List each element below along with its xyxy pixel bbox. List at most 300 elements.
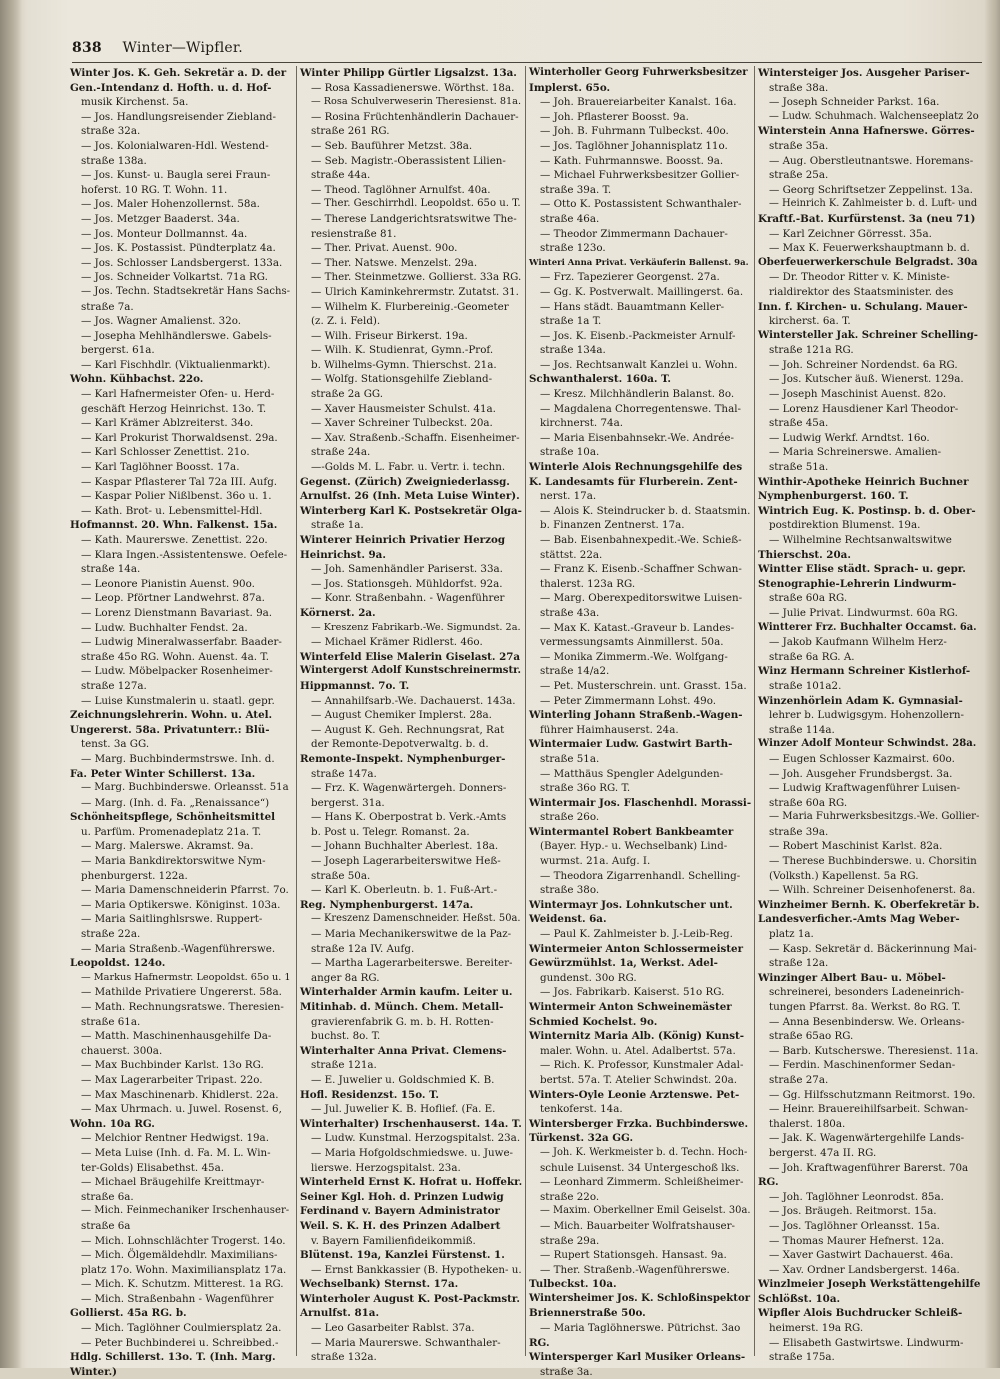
directory-line: — Joh. Taglöhner Leonrodst. 85a.	[769, 1190, 944, 1203]
directory-line: thalerst. 123a RG.	[540, 577, 636, 590]
directory-line: Mitinhab. d. Münch. Chem. Metall-	[300, 1001, 504, 1013]
directory-line: — Paul K. Zahlmeister b. J.-Leib-Reg.	[540, 928, 733, 941]
directory-line: Wechselbank) Sternst. 17a.	[300, 1278, 459, 1291]
directory-line: — Joh. Ausgeher Frundsbergst. 3a.	[769, 767, 953, 780]
directory-line: — Kaspar Pflasterer Tal 72a III. Aufg.	[81, 475, 278, 488]
directory-line: — Max Maschinenarb. Khidlerst. 22a.	[81, 1088, 279, 1101]
directory-line: — Jos. Bräugeh. Reitmorst. 15a.	[769, 1205, 937, 1218]
directory-line: — Robert Maschinist Karlst. 82a.	[769, 840, 943, 853]
directory-line: — Kreszenz Damenschneider. Heßst. 50a.	[311, 913, 521, 925]
directory-line: — Kath. Brot- u. Lebensmittel-Hdl.	[81, 504, 263, 517]
directory-line: — Rich. K. Professor, Kunstmaler Adal-	[540, 1059, 744, 1072]
directory-line: RG.	[529, 1336, 550, 1349]
directory-line: — Kath. Fuhrmannswe. Boosst. 9a.	[540, 154, 724, 167]
directory-line: — Anna Besenbindersw. We. Orleans-	[769, 1015, 965, 1028]
directory-line: — Kaspar Polier Nißlbenst. 36o u. 1.	[81, 490, 272, 503]
directory-line: Wintrich Eug. K. Postinsp. b. d. Ober-	[758, 504, 976, 517]
directory-line: — Karl Zeichner Görresst. 35a.	[769, 227, 932, 240]
directory-line: straße 61a.	[81, 1015, 141, 1028]
directory-line: — Ulrich Kaminkehrermstr. Zutatst. 31.	[311, 285, 519, 298]
directory-line: — Maria Schreinerswe. Amalien-	[769, 446, 942, 459]
directory-line: — Martha Lagerarbeiterswe. Bereiter-	[311, 957, 513, 970]
directory-line: straße 132a.	[311, 1351, 377, 1364]
directory-line: rialdirektor des Staatsminister. des	[769, 285, 954, 298]
directory-line: — Ludw. Buchhalter Fendst. 2a.	[81, 621, 248, 634]
directory-line: — Joseph Lagerarbeiterswitwe Heß-	[311, 855, 501, 868]
directory-line: chauerst. 300a.	[81, 1044, 163, 1057]
directory-line: — Maxim. Oberkellner Emil Geiselst. 30a.	[540, 1205, 751, 1217]
directory-line: Arnulfst. 26 (Inh. Meta Luise Winter).	[300, 490, 520, 503]
directory-line: Winternitz Maria Alb. (König) Kunst-	[529, 1030, 745, 1043]
directory-line: Winterhalter) Irschenhauserst. 14a. T.	[300, 1117, 522, 1130]
directory-line: — Theodor Zimmermann Dachauer-	[540, 227, 728, 240]
directory-line: Wipfler Alois Buchdrucker Schleiß-	[758, 1307, 963, 1320]
directory-line: — Max K. Katast.-Graveur b. Landes-	[540, 621, 735, 634]
directory-line: u. Parfüm. Promenadeplatz 21a. T.	[81, 825, 262, 838]
directory-line: Winterholler Georg Fuhrwerksbesitzer	[529, 67, 748, 78]
directory-line: — Jos. Metzger Baaderst. 34a.	[81, 212, 240, 225]
directory-line: — Julie Privat. Lindwurmst. 60a RG.	[769, 606, 958, 619]
directory-line: tungen Pfarrst. 8a. Werkst. 8o RG. T.	[769, 1001, 961, 1013]
directory-line: Weil. S. K. H. des Prinzen Adalbert	[300, 1219, 501, 1232]
directory-line: Thierschst. 20a.	[758, 548, 851, 561]
directory-line: — Therese Landgerichtsratswitwe The-	[311, 212, 517, 225]
directory-line: Arnulfst. 81a.	[300, 1307, 380, 1320]
directory-line: — Ther. Steinmetzwe. Gollierst. 33a RG.	[311, 271, 522, 284]
directory-line: Gen.-Intendanz d. Hofth. u. d. Hof-	[70, 81, 272, 94]
directory-line: — Thomas Maurer Hefnerst. 12a.	[769, 1234, 945, 1247]
directory-line: Türkenst. 32a GG.	[529, 1132, 634, 1145]
directory-line: Wintergerst Adolf Kunstschreinermstr.	[300, 665, 522, 677]
directory-line: schreinerei, besonders Ladeneinrich-	[769, 986, 964, 999]
directory-line: — Melchior Rentner Hedwigst. 19a.	[81, 1132, 269, 1145]
directory-line: — Jos. Taglöhner Johannisplatz 11o.	[540, 139, 728, 152]
page-edge-shadow	[984, 0, 1000, 1368]
directory-line: — Ther. Geschirrhdl. Leopoldst. 65o u. T.	[311, 198, 521, 210]
directory-line: Leopoldst. 124o.	[70, 957, 166, 970]
directory-line: straße 51a.	[540, 752, 600, 765]
directory-line: Schönheitspflege, Schönheitsmittel	[70, 811, 276, 824]
directory-line: straße 1a.	[311, 519, 364, 532]
directory-line: bergerst. 31a.	[311, 796, 385, 809]
directory-line: — Magdalena Chorregentenswe. Thal-	[540, 402, 741, 415]
directory-line: straße 6a	[81, 1219, 131, 1232]
directory-line: straße 3a.	[540, 1365, 593, 1378]
directory-line: — Markus Hafnermstr. Leopoldst. 65o u. 1	[81, 971, 291, 983]
directory-line: — Leo Gasarbeiter Rablst. 37a.	[311, 1322, 475, 1335]
directory-line: Wintermeir Anton Schweinemäster	[529, 1001, 732, 1013]
directory-line: Winters-Oyle Leonie Arztenswe. Pet-	[529, 1088, 740, 1101]
directory-line: — Jos. K. Eisenb.-Packmeister Arnulf-	[540, 329, 736, 342]
directory-line: straße 39a.	[769, 825, 829, 838]
directory-line: — Konr. Straßenbahn. - Wagenführer	[311, 592, 505, 605]
directory-line: schule Luisenst. 34 Untergeschoß lks.	[540, 1161, 740, 1174]
directory-line: — Rosina Früchtenhändlerin Dachauer-	[311, 110, 519, 123]
directory-line: — Karl Schlosser Zenettist. 21o.	[81, 446, 250, 459]
directory-line: — Otto K. Postassistent Schwanthaler-	[540, 198, 742, 211]
directory-line: lierswe. Herzogspitalst. 23a.	[311, 1161, 461, 1174]
directory-line: — Wilh. Schreiner Deisenhofenerst. 8a.	[769, 884, 976, 897]
directory-line: — Ludw. Schuhmach. Walchenseeplatz 2o	[769, 110, 979, 122]
book-spine-shadow	[0, 0, 22, 1368]
directory-line: gravierenfabrik G. m. b. H. Rotten-	[311, 1015, 494, 1028]
directory-line: — Maria Eisenbahnsekr.-We. Andrée-	[540, 431, 734, 444]
column-1	[70, 66, 292, 1378]
directory-line: — Jakob Kaufmann Wilhelm Herz-	[769, 636, 947, 649]
directory-line: straße 175a.	[769, 1351, 835, 1364]
directory-line: — Ludw. Möbelpacker Rosenheimer-	[81, 665, 273, 678]
directory-line: — Jos. Schlosser Landsbergerst. 133a.	[81, 256, 283, 269]
directory-line: — Jos. K. Postassist. Pündterplatz 4a.	[81, 242, 276, 255]
directory-line: — Joh. K. Werkmeister b. d. Techn. Hoch-	[540, 1146, 748, 1158]
directory-line: Gegenst. (Zürich) Zweigniederlassg.	[300, 475, 510, 488]
directory-line: Implerst. 65o.	[529, 81, 611, 94]
directory-line: — Jos. Rechtsanwalt Kanzlei u. Wohn.	[540, 358, 738, 371]
column-2	[300, 66, 523, 1364]
directory-line: Winzer Adolf Monteur Schwindst. 28a.	[758, 738, 977, 750]
directory-line: K. Landesamts für Flurberein. Zent-	[529, 475, 738, 488]
directory-line: Winter.)	[70, 1365, 118, 1378]
directory-line: — Mich. Ölgemäldehdlr. Maximilians-	[81, 1249, 278, 1262]
directory-line: stättst. 22a.	[540, 548, 603, 561]
directory-line: — Kath. Maurerswe. Zenettist. 22o.	[81, 534, 268, 546]
directory-line: Winzheimer Bernh. K. Oberfekretär b.	[758, 898, 980, 911]
directory-line: — Meta Luise (Inh. d. Fa. M. L. Win-	[81, 1146, 271, 1159]
directory-line: — Jos. Maler Hohenzollernst. 58a.	[81, 198, 260, 211]
directory-line: — Wilhelmine Rechtsanwaltswitwe	[769, 534, 952, 546]
directory-line: — Michael Krämer Ridlerst. 46o.	[311, 636, 483, 649]
directory-line: — Peter Zimmermann Lohst. 49o.	[540, 694, 717, 707]
directory-line: — Lorenz Dienstmann Bavariast. 9a.	[81, 606, 273, 619]
directory-line: straße 43a.	[540, 606, 600, 619]
directory-line: — Aug. Oberstleutnantswe. Horemans-	[769, 154, 974, 167]
directory-line: — Marg. (Inh. d. Fa. „Renaissance“)	[81, 796, 270, 809]
directory-line: b. Post u. Telegr. Romanst. 2a.	[311, 825, 470, 838]
directory-line: führer Haimhauserst. 24a.	[540, 723, 679, 736]
directory-line: Winterle Alois Rechnungsgehilfe des	[529, 461, 743, 474]
directory-line: — Wilh. Friseur Birkerst. 19a.	[311, 329, 468, 342]
directory-line: — Joh. Kraftwagenführer Barerst. 70a	[769, 1161, 969, 1174]
directory-line: straße 32a.	[81, 125, 141, 138]
directory-line: — Josepha Mehlhändlerswe. Gabels-	[81, 329, 272, 342]
directory-line: Wohn. Kühbachst. 22o.	[70, 373, 204, 386]
directory-line: Winter Jos. K. Geh. Sekretär a. D. der	[70, 67, 287, 79]
directory-line: — Jul. Juwelier K. B. Hoflief. (Fa. E.	[311, 1103, 496, 1116]
directory-line: straße 7a.	[81, 300, 134, 313]
directory-line: — Ludwig Mineralwasserfabr. Baader-	[81, 636, 282, 649]
directory-line: — Ferdin. Maschinenformer Sedan-	[769, 1059, 956, 1072]
directory-line: platz 1a.	[769, 928, 814, 941]
directory-line: — Mich. Taglöhner Coulmiersplatz 2a.	[81, 1322, 282, 1335]
directory-line: postdirektion Blumenst. 19a.	[769, 519, 921, 532]
directory-line: — Seb. Bauführer Metzst. 38a.	[311, 139, 473, 152]
page-header	[72, 40, 243, 62]
directory-line: straße 101a2.	[769, 679, 842, 692]
directory-line: Wintersberger Frzka. Buchbinderswe.	[529, 1117, 749, 1130]
directory-line: — Gg. Hilfsschutzmann Reitmorst. 19o.	[769, 1088, 976, 1101]
directory-line: — Jos. Techn. Stadtsekretär Hans Sachs-	[81, 285, 291, 297]
directory-line: (Volksth.) Kapellenst. 5a RG.	[769, 869, 919, 882]
directory-line: straße 45a.	[769, 417, 829, 430]
directory-line: — Maria Optikerswe. Königinst. 103a.	[81, 898, 281, 911]
directory-line: kircherst. 6a. T.	[769, 315, 851, 328]
directory-line: — Ludwig Kraftwagenführer Luisen-	[769, 782, 961, 795]
directory-line: Wintersteller Jak. Schreiner Schelling-	[758, 329, 978, 341]
directory-line: — August K. Geh. Rechnungsrat, Rat	[311, 723, 505, 736]
directory-line: Kraftf.-Bat. Kurfürstenst. 3a (neu 71)	[758, 212, 976, 225]
directory-line: anger 8a RG.	[311, 971, 380, 984]
directory-line: — Ernst Bankkassier (B. Hypotheken- u.	[311, 1263, 522, 1276]
directory-line: straße 24a.	[311, 446, 371, 459]
directory-line: phenburgerst. 122a.	[81, 869, 188, 882]
directory-line: — Jos. Stationsgeh. Mühldorfst. 92a.	[311, 577, 503, 590]
directory-line: straße 6a.	[81, 1190, 134, 1203]
directory-line: Nymphenburgerst. 160. T.	[758, 490, 909, 503]
directory-line: — Jos. Fabrikarb. Kaiserst. 51o RG.	[540, 986, 725, 999]
directory-line: straße 6a RG. A.	[769, 650, 855, 663]
directory-line: — Joh. Brauereiarbeiter Kanalst. 16a.	[540, 96, 737, 109]
directory-line: straße 134a.	[540, 344, 606, 357]
directory-line: Winterstein Anna Hafnerswe. Görres-	[758, 125, 975, 138]
directory-line: — Karl Prokurist Thorwaldsenst. 29a.	[81, 431, 278, 444]
directory-line: — August Chemiker Implerst. 28a.	[311, 709, 492, 722]
directory-line: b. Wilhelms-Gymn. Thierschst. 21a.	[311, 358, 497, 371]
directory-line: straße 121a.	[311, 1059, 377, 1072]
directory-line: — Maria Taglöhnerswe. Pütrichst. 3ao	[540, 1322, 741, 1335]
directory-line: — Marg. Buchbinderswe. Orleansst. 51a	[81, 782, 289, 794]
directory-line: straße 138a.	[81, 154, 147, 167]
directory-line: — Ther. Privat. Auenst. 90o.	[311, 242, 458, 255]
directory-line: — Luise Kunstmalerin u. staatl. gepr.	[81, 694, 275, 707]
directory-line: Winter Philipp Gürtler Ligsalzst. 13a.	[300, 67, 517, 79]
directory-line: bergerst. 61a.	[81, 344, 155, 357]
directory-line: straße 22o.	[540, 1190, 600, 1203]
directory-line: — Mich. K. Schutzm. Mitterest. 1a RG.	[81, 1278, 284, 1291]
directory-line: — Max Uhrmach. u. Juwel. Rosenst. 6,	[81, 1103, 282, 1116]
directory-line: Winterhalter Anna Privat. Clemens-	[300, 1044, 507, 1057]
directory-line: Wintermayr Jos. Lohnkutscher unt.	[529, 898, 733, 911]
directory-line: Winterheld Ernst K. Hofrat u. Hoffekr.	[300, 1176, 523, 1189]
directory-line: Hofl. Residenzst. 15o. T.	[300, 1088, 439, 1101]
directory-line: tenkoferst. 14a.	[540, 1103, 623, 1116]
directory-line: straße 25a.	[769, 169, 829, 182]
directory-line: — Rupert Stationsgeh. Hansast. 9a.	[540, 1249, 727, 1262]
directory-line: — Klara Ingen.-Assistentenswe. Oefele-	[81, 548, 288, 561]
directory-line: straße 121a RG.	[769, 344, 854, 357]
directory-line: straße 2a GG.	[311, 388, 384, 401]
directory-line: musik Kirchenst. 5a.	[81, 96, 189, 109]
directory-line: — Marg. Buchbindermstrswe. Inh. d.	[81, 752, 275, 765]
directory-line: Remonte-Inspekt. Nymphenburger-	[300, 752, 506, 765]
directory-line: bergerst. 47a II. RG.	[769, 1146, 877, 1159]
directory-line: — Joseph Maschinist Auenst. 82o.	[769, 388, 947, 401]
directory-line: gundenst. 30o RG.	[540, 971, 637, 984]
directory-line: straße 114a.	[769, 723, 835, 736]
directory-line: Gewürzmühlst. 1a, Werkst. Adel-	[529, 957, 718, 970]
directory-line: — Maria Saitlinghlsrswe. Ruppert-	[81, 913, 263, 926]
directory-line: — Therese Buchbinderswe. u. Chorsitin	[769, 855, 977, 868]
directory-line: — Monika Zimmerm.-We. Wolfgang-	[540, 650, 728, 663]
directory-line: hoferst. 10 RG. T. Wohn. 11.	[81, 183, 228, 196]
directory-line: straße 65ao RG.	[769, 1030, 854, 1043]
directory-line: — Joh. B. Fuhrmann Tulbeckst. 40o.	[540, 125, 729, 138]
directory-line: maler. Wohn. u. Atel. Adalbertst. 57a.	[540, 1044, 736, 1057]
directory-line: — Ludwig Werkf. Arndtst. 16o.	[769, 431, 930, 444]
directory-line: straße 261 RG.	[311, 125, 390, 138]
directory-line: Ferdinand v. Bayern Administrator	[300, 1205, 500, 1218]
directory-line: — Jos. Taglöhner Orleansst. 15a.	[769, 1219, 940, 1232]
directory-line: — Xav. Ordner Landsbergerst. 146a.	[769, 1263, 960, 1276]
directory-line: — Hans städt. Bauamtmann Keller-	[540, 300, 725, 313]
directory-line: — Mich. Feinmechaniker Irschenhauser-	[81, 1205, 290, 1217]
directory-line: — Seb. Magistr.-Oberassistent Lilien-	[311, 154, 506, 167]
directory-line: straße 14/a2.	[540, 665, 610, 678]
directory-line: — Karl Taglöhner Boosst. 17a.	[81, 461, 240, 474]
directory-line: straße 127a.	[81, 679, 147, 692]
directory-line: straße 14a.	[81, 563, 141, 576]
directory-line: straße 45o RG. Wohn. Auenst. 4a. T.	[81, 650, 269, 663]
directory-line: — Peter Buchbinderei u. Schreibbed.-	[81, 1336, 279, 1349]
directory-line: — Heinr. Brauereihilfsarbeit. Schwan-	[769, 1103, 969, 1116]
directory-line: — Max K. Feuerwerkshauptmann b. d.	[769, 242, 970, 255]
directory-line: Wintermair Jos. Flaschenhdl. Morassi-	[529, 796, 752, 809]
directory-line: Körnerst. 2a.	[300, 606, 376, 619]
directory-line: — Theod. Taglöhner Arnulfst. 40a.	[311, 183, 491, 196]
directory-line: straße 27a.	[769, 1073, 829, 1086]
directory-line: — Mathilde Privatiere Ungererst. 58a.	[81, 986, 282, 999]
directory-line: — Joh. Pflasterer Boosst. 9a.	[540, 110, 689, 123]
directory-line: Winzinger Albert Bau- u. Möbel-	[758, 971, 946, 984]
directory-line: — Leonhard Zimmerm. Schleißheimer-	[540, 1176, 744, 1189]
directory-line: — Xaver Schreiner Tulbeckst. 20a.	[311, 417, 493, 430]
directory-line: b. Finanzen Zentnerst. 17a.	[540, 519, 685, 532]
directory-line: — Michael Bräugehilfe Kreittmayr-	[81, 1176, 265, 1189]
directory-line: — Ther. Natswe. Menzelst. 29a.	[311, 256, 478, 269]
directory-line: Wintersperger Karl Musiker Orleans-	[529, 1351, 746, 1364]
directory-line: Ungererst. 58a. Privatunterr.: Blü-	[70, 723, 270, 736]
directory-line: — Wilhelm K. Flurbereinig.-Geometer	[311, 300, 509, 313]
directory-line: Wintersheimer Jos. K. Schloßinspektor	[529, 1292, 751, 1304]
directory-line: Wintter Elise städt. Sprach- u. gepr.	[758, 563, 966, 576]
directory-line: — Jos. Schneider Volkartst. 71a RG.	[81, 271, 268, 284]
directory-line: — Kasp. Sekretär d. Bäckerinnung Mai-	[769, 942, 977, 955]
column-3	[529, 66, 752, 1378]
directory-line: — Wilh. K. Studienrat, Gymn.-Prof.	[311, 344, 494, 357]
directory-line: — Maria Hofgoldschmiedswe. u. Juwe-	[311, 1146, 514, 1159]
directory-line: — Johann Buchhalter Aberlest. 18a.	[311, 840, 499, 853]
directory-line: — Max Buchbinder Karlst. 13o RG.	[81, 1059, 264, 1072]
directory-line: straße 29a.	[540, 1234, 600, 1247]
directory-line: Wintermantel Robert Bankbeamter	[529, 825, 734, 838]
directory-line: — Maria Fuhrwerksbesitzgs.-We. Gollier-	[769, 811, 980, 823]
directory-line: vermessungsamts Ainmillerst. 50a.	[540, 636, 724, 649]
directory-line: thalerst. 180a.	[769, 1117, 846, 1130]
directory-line: Schlößst. 10a.	[758, 1292, 841, 1305]
directory-line: buchst. 8o. T.	[311, 1030, 381, 1043]
directory-line: — Jak. K. Wagenwärtergehilfe Lands-	[769, 1132, 965, 1145]
directory-line: — Jos. Kutscher äuß. Wienerst. 129a.	[769, 373, 964, 386]
directory-line: ter-Golds) Elisabethst. 45a.	[81, 1161, 224, 1174]
directory-line: — Matthäus Spengler Adelgunden-	[540, 767, 724, 780]
directory-line: — Dr. Theodor Ritter v. K. Ministe-	[769, 271, 950, 284]
directory-line: — Hans K. Oberpostrat b. Verk.-Amts	[311, 811, 507, 824]
directory-line: — Maria Mechanikerswitwe de la Paz-	[311, 928, 512, 941]
header-rule	[72, 62, 982, 63]
directory-line: Winz Hermann Schreiner Kistlerhof-	[758, 665, 971, 678]
page-number: 838	[72, 40, 102, 56]
directory-line: — Jos. Kunst- u. Baugla serei Fraun-	[81, 169, 271, 182]
directory-line: — Bab. Eisenbahnexpedit.-We. Schieß-	[540, 534, 742, 546]
directory-line: — Gg. K. Postverwalt. Maillingerst. 6a.	[540, 285, 744, 298]
directory-line: — Alois K. Steindrucker b. d. Staatsmin.	[540, 504, 751, 517]
directory-line: — Marg. Oberexpeditorswitwe Luisen-	[540, 592, 743, 605]
directory-line: Hippmannst. 7o. T.	[300, 679, 410, 692]
directory-line: straße 39a. T.	[540, 183, 612, 196]
directory-line: Winterberg Karl K. Postsekretär Olga-	[300, 504, 522, 517]
directory-line: — Karl Fischhdlr. (Viktualienmarkt).	[81, 358, 271, 371]
directory-line: — Franz K. Eisenb.-Schaffner Schwan-	[540, 563, 742, 576]
directory-line: (z. Z. i. Feld).	[311, 315, 381, 328]
directory-line: Weidenst. 6a.	[529, 913, 607, 926]
directory-line: Wintermeier Anton Schlossermeister	[529, 942, 744, 955]
directory-line: bertst. 57a. T. Atelier Schwindst. 20a.	[540, 1073, 738, 1086]
directory-line: — Joh. Samenhändler Pariserst. 33a.	[311, 563, 503, 576]
directory-line: — Jos. Kolonialwaren-Hdl. Westend-	[81, 139, 269, 152]
directory-line: Winterer Heinrich Privatier Herzog	[300, 534, 506, 546]
directory-line: — Leonore Pianistin Auenst. 90o.	[81, 577, 255, 590]
directory-line: —-Golds M. L. Fabr. u. Vertr. i. techn.	[311, 461, 506, 474]
directory-line: Schmied Kochelst. 9o.	[529, 1015, 658, 1028]
directory-line: — Leop. Pförtner Landwehrst. 87a.	[81, 592, 265, 605]
directory-line: kirchnerst. 74a.	[540, 417, 623, 430]
directory-line: straße 123o.	[540, 242, 606, 255]
directory-line: — Rosa Schulverweserin Theresienst. 81a.	[311, 96, 522, 108]
directory-line: — Maria Bankdirektorswitwe Nym-	[81, 855, 266, 868]
directory-line: Winzenhörlein Adam K. Gymnasial-	[758, 694, 963, 707]
directory-line: straße 35a.	[769, 139, 829, 152]
directory-line: Winzlmeier Joseph Werkstättengehilfe	[758, 1278, 981, 1291]
directory-line: — Jos. Handlungsreisender Ziebland-	[81, 110, 276, 123]
directory-line: Wohn. 10a RG.	[70, 1117, 155, 1130]
directory-line: — Frz. Tapezierer Georgenst. 27a.	[540, 271, 720, 284]
directory-line: — Theodora Zigarrenhandl. Schelling-	[540, 869, 741, 882]
directory-line: Wintermaier Ludw. Gastwirt Barth-	[529, 738, 733, 751]
directory-line: — Elisabeth Gastwirtswe. Lindwurm-	[769, 1336, 964, 1349]
directory-line: Zeichnungslehrerin. Wohn. u. Atel.	[70, 709, 273, 722]
directory-line: — Matth. Maschinenhausgehilfe Da-	[81, 1030, 272, 1043]
directory-line: lehrer b. Ludwigsgym. Hohenzollern-	[769, 709, 965, 722]
directory-line: Winterhalder Armin kaufm. Leiter u.	[300, 986, 513, 999]
directory-line: straße 60a RG.	[769, 796, 848, 809]
directory-line: straße 44a.	[311, 169, 371, 182]
directory-line: straße 38a.	[769, 81, 829, 94]
directory-line: geschäft Herzog Heinrichst. 13o. T.	[81, 402, 267, 415]
directory-line: — Heinrich K. Zahlmeister b. d. Luft- und	[769, 198, 978, 210]
directory-line: straße 38o.	[540, 884, 600, 897]
column-divider	[525, 66, 526, 1356]
directory-line: — Xav. Straßenb.-Schaffn. Eisenheimer-	[311, 431, 520, 444]
directory-line: straße 46a.	[540, 212, 600, 225]
directory-line: — Pet. Musterschrein. unt. Grasst. 15a.	[540, 679, 747, 692]
directory-line: RG.	[758, 1176, 779, 1189]
directory-line: Inn. f. Kirchen- u. Schulang. Mauer-	[758, 300, 968, 313]
directory-line: straße 147a.	[311, 767, 377, 780]
directory-line: straße 36o RG. T.	[540, 782, 631, 795]
directory-line: Winterholer August K. Post-Packmstr.	[300, 1292, 520, 1305]
directory-line: — Karl K. Oberleutn. b. 1. Fuß-Art.-	[311, 884, 498, 897]
directory-line: Reg. Nymphenburgerst. 147a.	[300, 898, 474, 911]
directory-line: — E. Juwelier u. Goldschmied K. B.	[311, 1073, 495, 1086]
